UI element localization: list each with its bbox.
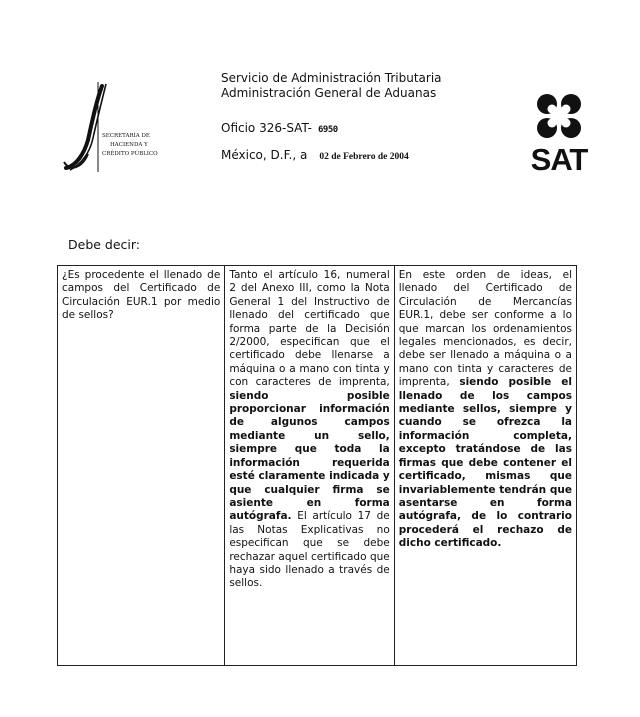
legal-basis-text-a: Tanto el artículo 16, numeral 2 del Anexo III, como la Nota General 1 del Instructivo de llenado del certificado que forma parte de la Decisión 2/2000, especifican que el certificado debe llenarse a máquina o a mano con tinta y con caracteres de imprenta, <box>229 269 390 389</box>
sat-emblem-icon <box>514 92 604 142</box>
conclusion-cell <box>394 266 576 666</box>
legal-basis-text-bold: siendo posible proporcionar información de algunos campos mediante un sello, siempre que toda la información requerida esté claramente indicada y que cualquier firma se asiente en forma autógrafa. <box>229 389 390 523</box>
question-cell <box>58 266 225 666</box>
conclusion-text-bold: siendo posible el llenado de los campos mediante sellos, siempre y cuando se ofrezca la información completa, excepto tratándose de las firmas que debe contener el certificado, mismas que invariablemente tendrán que asentarse en forma autógrafa, de lo contrario procederá el rechazo de dicho certificado. <box>398 376 572 550</box>
question-text: ¿Es procedente el llenado de campos del Certificado de Circulación EUR.1 por medio de sellos? <box>62 269 221 322</box>
date-label: México, D.F., a <box>221 148 308 162</box>
letterhead <box>221 71 442 101</box>
oficio-number: 6950 <box>318 125 338 135</box>
legal-basis-text-c: El artículo 17 de las Notas Explicativas no especifican que se debe rechazar aquel certificado que haya sido llenado a través de sellos. <box>229 510 390 590</box>
shcp-emblem-icon <box>62 82 162 174</box>
date-line <box>221 148 409 162</box>
legal-basis-cell <box>225 266 394 666</box>
conclusion-text-a: En este orden de ideas, el llenado del Certificado de Circulación de Mercancías EUR.1, debe ser conforme a lo que marcan los ordenamientos legales mencionados, es decir, debe ser llenado a máquina o a mano con tinta y caracteres de imprenta, <box>398 269 572 389</box>
oficio-label: Oficio 326-SAT- <box>221 121 313 135</box>
oficio-line <box>221 121 338 135</box>
header-line-1: Servicio de Administración Tributaria <box>221 71 442 85</box>
shcp-logo-text: SECRETARÍA DE HACIENDA Y CRÉDITO PÚBLICO <box>102 133 158 157</box>
date-value: 02 de Febrero de 2004 <box>319 152 409 162</box>
sat-logo-text: SAT <box>530 142 588 177</box>
header-line-2: Administración General de Aduanas <box>221 86 437 100</box>
shcp-logo <box>62 82 162 174</box>
table-row <box>58 266 577 666</box>
sat-logo <box>514 92 604 178</box>
debe-decir-label: Debe decir: <box>68 237 141 252</box>
content-table <box>57 265 577 666</box>
